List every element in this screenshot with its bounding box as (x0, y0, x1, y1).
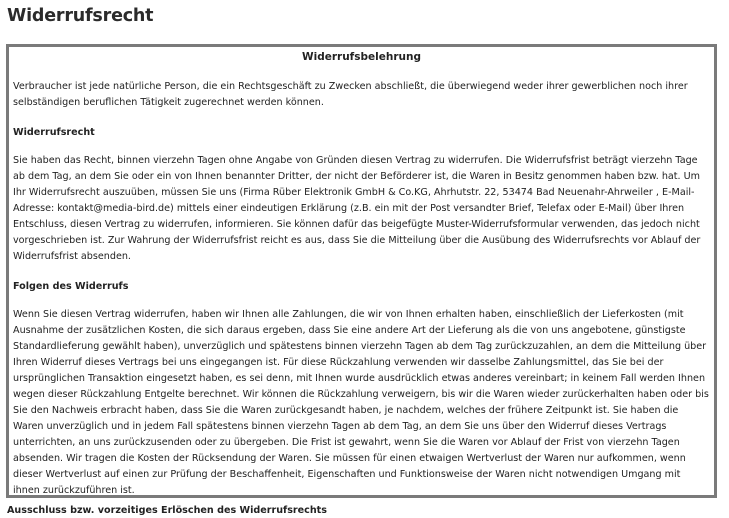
section-heading-withdrawal-right: Widerrufsrecht (13, 127, 95, 138)
notice-heading: Widerrufsbelehrung (302, 51, 421, 63)
withdrawal-notice-box (6, 44, 717, 498)
section-text-withdrawal-right: Sie haben das Recht, binnen vierzehn Tagen ohne Angabe von Gründen diesen Vertrag zu widerrufen. Die Widerrufsfrist beträgt vierzehn Tage ab dem Tag, an dem Sie oder ein von Ihnen benannter Dritter, der nicht der Beförderer ist, die Waren in Besitz genommen haben bzw. hat. Um Ihr Widerrufsrecht auszuüben, müssen Sie uns (Firma Rüber Elektronik GmbH & Co.KG, Ahrhutstr. 22, 53474 Bad Neuenahr-Ahrweiler , E-Mail-Adresse: kontakt@media-bird.de) mittels einer eindeutigen Erklärung (z.B. ein mit der Post versandter Brief, Telefax oder E-Mail) über Ihren Entschluss, diesen Vertrag zu widerrufen, informieren. Sie können dafür das beigefügte Muster-Widerrufsformular verwenden, das jedoch nicht vorgeschrieben ist. Zur Wahrung der Widerrufsfrist reicht es aus, dass Sie die Mitteilung über die Ausübung des Widerrufsrechts vor Ablauf der Widerrufsfrist absenden. (13, 155, 701, 262)
section-heading-consequences: Folgen des Widerrufs (13, 281, 129, 292)
next-section-heading-partial: Ausschluss bzw. vorzeitiges Erlöschen des Widerrufsrechts (7, 505, 327, 516)
page-title: Widerrufsrecht (7, 6, 154, 26)
section-text-consequences: Wenn Sie diesen Vertrag widerrufen, haben wir Ihnen alle Zahlungen, die wir von Ihnen erhalten haben, einschließlich der Lieferkosten (mit Ausnahme der zusätzlichen Kosten, die sich daraus ergeben, dass Sie eine andere Art der Lieferung als die von uns angebotene, günstigste Standardlieferung gewählt haben), unverzüglich und spätestens binnen vierzehn Tagen ab dem Tag zurückzuzahlen, an dem die Mitteilung über Ihren Widerruf dieses Vertrags bei uns eingegangen ist. Für diese Rückzahlung verwenden wir dasselbe Zahlungsmittel, das Sie bei der ursprünglichen Transaktion eingesetzt haben, es sei denn, mit Ihnen wurde ausdrücklich etwas anderes vereinbart; in keinem Fall werden Ihnen wegen dieser Rückzahlung Entgelte berechnet. Wir können die Rückzahlung verweigern, bis wir die Waren wieder zurückerhalten haben oder bis Sie den Nachweis erbracht haben, dass Sie die Waren zurückgesandt haben, je nachdem, welches der frühere Zeitpunkt ist. Sie haben die Waren unverzüglich und in jedem Fall spätestens binnen vierzehn Tagen ab dem Tag, an dem Sie uns über den Widerruf dieses Vertrags unterrichten, an uns zurückzusenden oder zu übergeben. Die Frist ist gewahrt, wenn Sie die Waren vor Ablauf der Frist von vierzehn Tagen absenden. Wir tragen die Kosten der Rücksendung der Waren. Sie müssen für einen etwaigen Wertverlust der Waren nur aufkommen, wenn dieser Wertverlust auf einen zur Prüfung der Beschaffenheit, Eigenschaften und Funktionsweise der Waren nicht notwendigen Umgang mit ihnen zurückzuführen ist. (13, 309, 709, 496)
notice-intro: Verbraucher ist jede natürliche Person, die ein Rechtsgeschäft zu Zwecken abschließt, die überwiegend weder ihrer gewerblichen noch ihrer selbständigen beruflichen Tätigkeit zugerechnet werden können. (13, 81, 688, 108)
